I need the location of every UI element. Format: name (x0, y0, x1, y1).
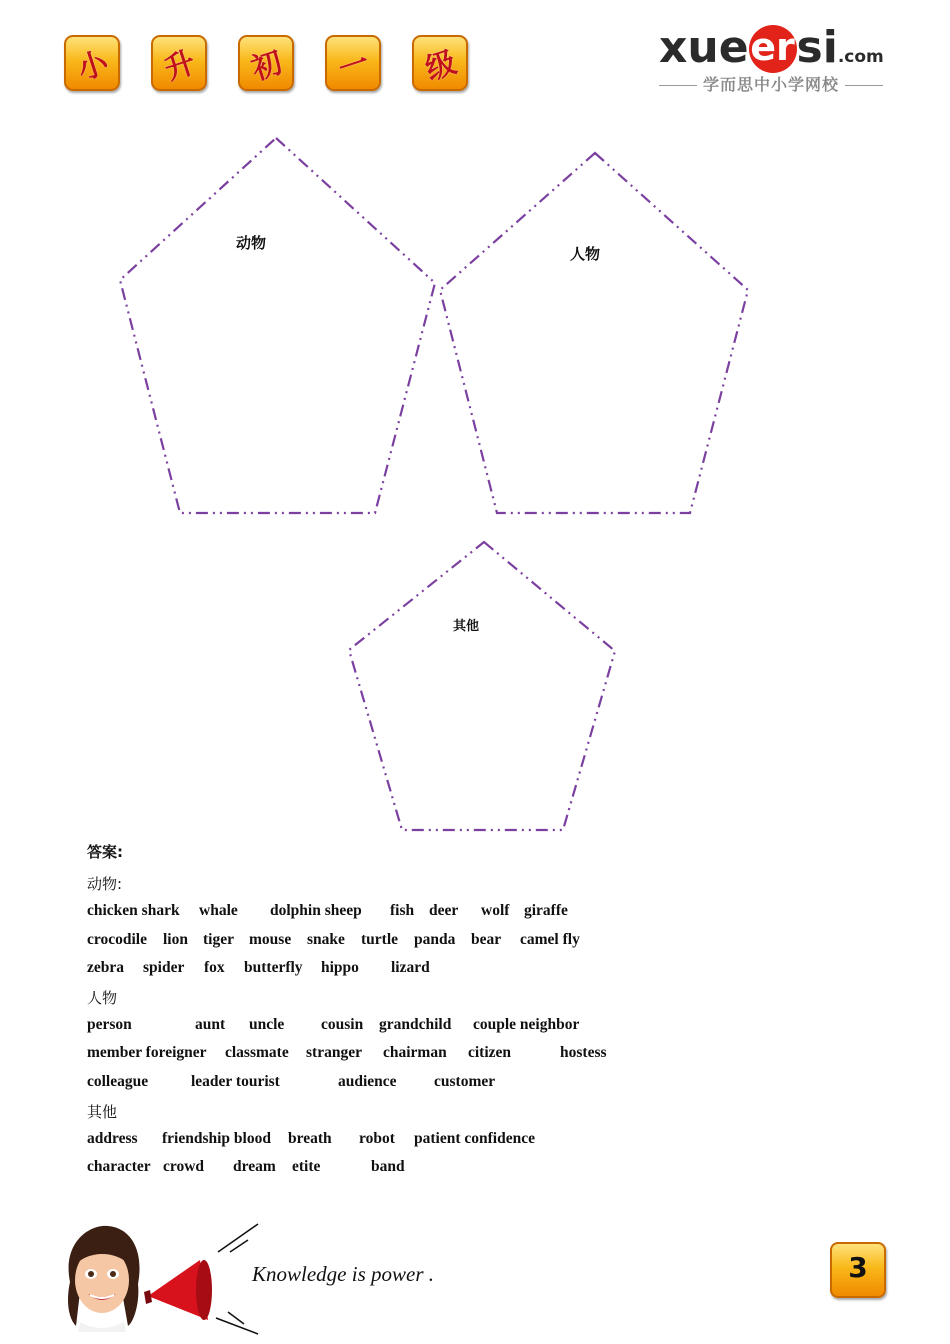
animals-line-3: zebra spider fox butterfly hippo lizard (87, 959, 430, 977)
megaphone-icon (140, 1220, 270, 1335)
girl-avatar-icon (60, 1222, 144, 1332)
others-line-2: character crowd dream etite band (87, 1158, 405, 1176)
answer-heading: 答案: (87, 843, 123, 861)
category-animals-title: 动物: (87, 875, 123, 893)
people-line-3: colleague leader tourist audience customer (87, 1072, 496, 1090)
pentagon-others (349, 542, 615, 830)
category-others-title: 其他 (87, 1102, 118, 1121)
answer-section (87, 838, 727, 1183)
animals-line-2: crocodile lion tiger mouse snake turtle panda bear camel fly (87, 930, 580, 948)
pentagon-label-animals: 动物 (236, 234, 267, 252)
title-tile-4: 一 (325, 35, 381, 91)
title-tile-1: 小 (64, 35, 120, 91)
title-tile-3: 初 (238, 35, 294, 91)
title-tile-2: 升 (151, 35, 207, 91)
page-number-badge: 3 (830, 1242, 886, 1298)
others-line-1: address friendship blood breath robot patient confidence (87, 1129, 535, 1147)
pentagon-label-people: 人物 (570, 245, 601, 263)
logo-wordmark: xueersi.com (659, 22, 884, 73)
animals-line-1: chicken shark whale dolphin sheep fish deer wolf giraffe (87, 902, 568, 919)
category-people-title: 人物 (87, 988, 118, 1007)
pentagon-label-others: 其他 (453, 619, 480, 634)
motto-text: Knowledge is power . (252, 1262, 434, 1286)
title-tile-5: 级 (412, 35, 468, 91)
logo-subtitle: 学而思中小学网校 (645, 72, 897, 95)
pentagon-people (440, 153, 748, 513)
people-line-2: member foreigner classmate stranger chairman citizen hostess (87, 1044, 607, 1062)
pentagon-animals (120, 138, 435, 513)
people-line-1: person aunt uncle cousin grandchild couple neighbor (87, 1015, 580, 1033)
